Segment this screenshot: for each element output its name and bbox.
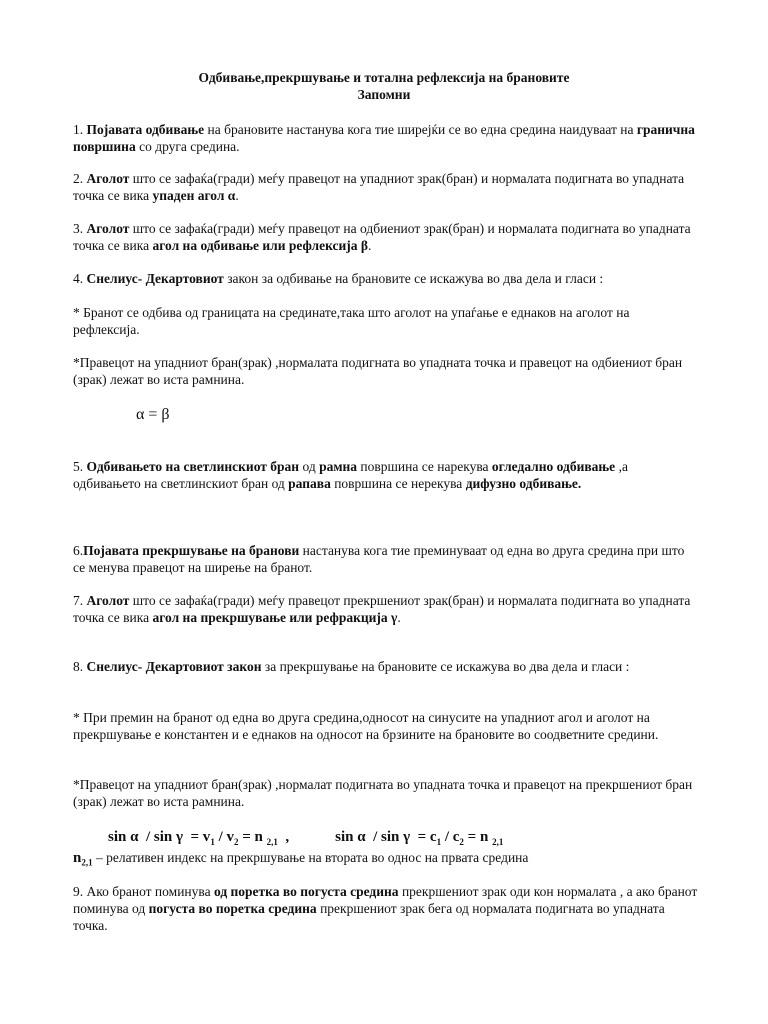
paragraph-1: 1. Појавата одбивање на брановите настанува кога тие ширејќи се во една средина наидуваат на гранична површина со друга средина.	[73, 122, 695, 154]
paragraph-12: *Правецот на упадниот бран(зрак) ,нормалат подигната во упадната точка и правецот на прекршениот бран (зрак) лежат во иста рамнина.	[73, 777, 693, 809]
paragraph-5: * Бранот се одбива од границата на срединате,така што аголот на упаѓање е еднаков на аголот на рефлексија.	[73, 305, 630, 337]
paragraph-13: 9. Ако бранот поминува од поретка во погуста средина прекршениот зрак оди кон нормалата , а ако бранот поминува од погуста во поретка средина прекршениот зрак бега од нормалата подигната во упадната точка.	[73, 884, 698, 933]
paragraph-11: * При премин на бранот од една во друга средина,односот на синусите на упадниот агол и аголот на прекршување е константен и е еднаков на односот на брзините на брановите во соодветните средини.	[73, 710, 659, 742]
refraction-formula: $\sin \alpha / \sin \gamma = v_1 / v_2 = n$ $_{2,1}$ , $\sin \alpha / \sin \gamma = c_1 / c_2 = n$ $_{2,1}$	[108, 829, 504, 847]
paragraph-9: 7. Аголот што се зафаќа(гради) меѓу правецот прекршениот зрак(бран) и нормалата подигната во упадната точка се вика агол на прекршување или рефракција γ.	[73, 593, 691, 625]
paragraph-4: 4. Снелиус- Декартовиот закон за одбивање на брановите се искажува во два дела и гласи :	[73, 271, 604, 286]
paragraph-3: 3. Аголот што се зафаќа(гради) меѓу правецот на одбиениот зрак(бран) и нормалата подигната во упадната точка се вика агол на одбивање или рефлексија β.	[73, 221, 691, 253]
paragraph-2: 2. Аголот што се зафаќа(гради) меѓу правецот на упадниот зрак(бран) и нормалата подигната во упадната точка се вика упаден агол α.	[73, 171, 685, 203]
title-line-1: Одбивање,прекршување и тотална рефлексија на брановите	[198, 70, 570, 85]
reflection-formula: α = β	[136, 406, 170, 423]
paragraph-6: *Правецот на упадниот бран(зрак) ,нормалата подигната во упадната точка и правецот на одбиениот бран (зрак) лежат во иста рамнина.	[73, 355, 683, 387]
paragraph-7: 5. Одбивањето на светлинскиот бран од рамна површина се нарекува огледално одбивање ,а одбивањето на светлинскиот бран од рапава површина се нерекува дифузно одбивање.	[73, 459, 628, 491]
title-line-2: Запомни	[357, 87, 411, 102]
paragraph-8: 6.Појавата прекршување на бранови настанува кога тие преминуваат од една во друга средина при што се менува правецот на ширење на бранот.	[73, 543, 685, 575]
refractive-index-note: $n_{2,1}$ – релативен индекс на прекршување на втората во однос на првата средина	[73, 850, 529, 868]
paragraph-10: 8. Снелиус- Декартовиот закон за прекршување на брановите се искажува во два дела и гласи :	[73, 659, 630, 674]
